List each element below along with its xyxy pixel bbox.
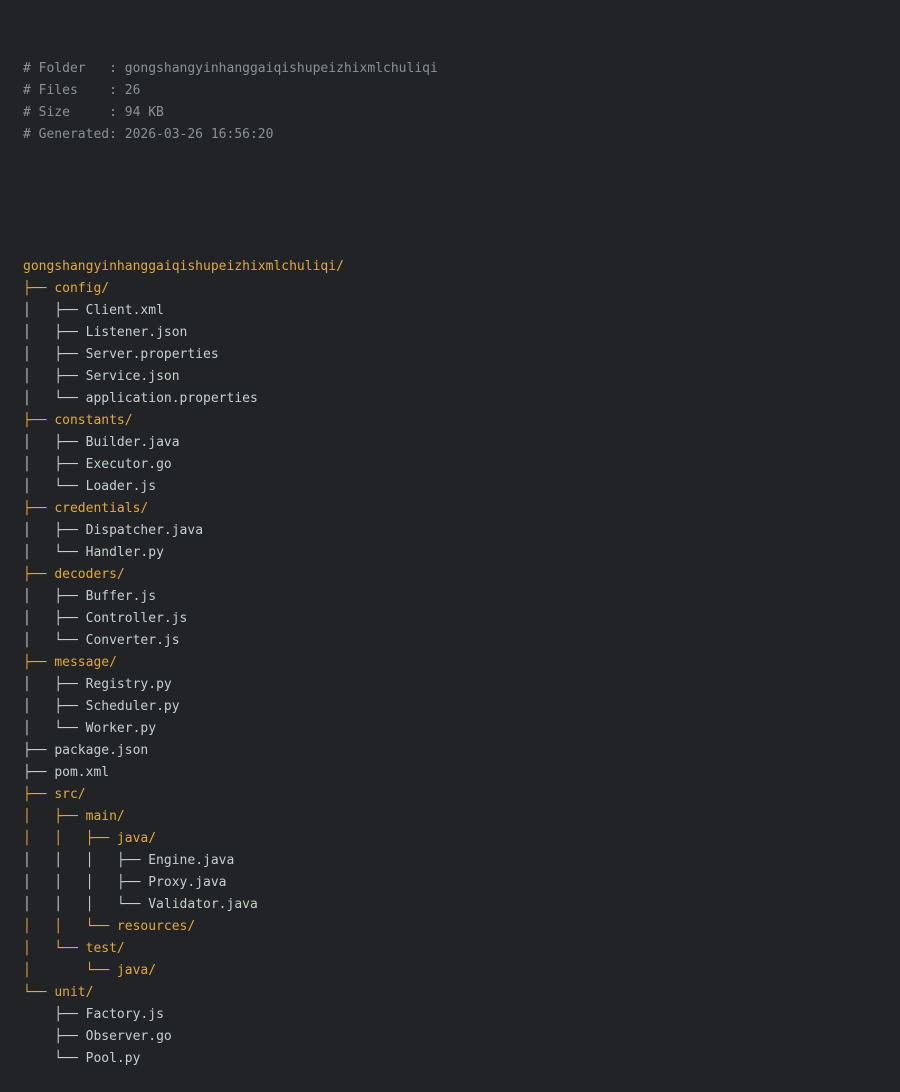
directory-name: config/ bbox=[54, 281, 110, 296]
tree-branch-prefix: ├── bbox=[23, 787, 55, 802]
tree-branch-prefix: └── bbox=[23, 1051, 86, 1066]
tree-row bbox=[23, 982, 890, 1004]
tree-branch-prefix: │ ├── bbox=[23, 523, 86, 538]
tree-branch-prefix: │ ├── bbox=[23, 457, 86, 472]
tree-row bbox=[23, 476, 890, 498]
tree-branch-prefix: ├── bbox=[23, 1029, 86, 1044]
file-name: Builder.java bbox=[85, 435, 180, 450]
tree-row bbox=[23, 630, 890, 652]
file-name: Registry.py bbox=[85, 677, 172, 692]
tree-branch-prefix: ├── bbox=[23, 413, 55, 428]
tree-row bbox=[23, 762, 890, 784]
file-name: Factory.js bbox=[85, 1007, 164, 1022]
tree-row bbox=[23, 718, 890, 740]
tree-branch-prefix: │ ├── bbox=[23, 303, 86, 318]
file-name: Observer.go bbox=[85, 1029, 172, 1044]
tree-branch-prefix: │ ├── bbox=[23, 611, 86, 626]
file-name: package.json bbox=[54, 743, 149, 758]
directory-name: unit/ bbox=[54, 985, 94, 1000]
file-name: Engine.java bbox=[148, 853, 235, 868]
tree-branch-prefix: │ │ │ ├── bbox=[23, 853, 149, 868]
file-name: application.properties bbox=[85, 391, 258, 406]
tree-branch-prefix: │ └── bbox=[23, 721, 86, 736]
directory-name: java/ bbox=[116, 963, 157, 978]
tree-row bbox=[23, 1048, 890, 1070]
tree-row bbox=[23, 894, 890, 916]
tree-row bbox=[23, 850, 890, 872]
tree-row bbox=[23, 806, 890, 828]
directory-name: src/ bbox=[54, 787, 86, 802]
tree-branch-prefix: │ ├── bbox=[23, 809, 86, 824]
directory-name: test/ bbox=[85, 941, 125, 956]
tree-branch-prefix: ├── bbox=[23, 765, 55, 780]
comment-line: # Size : 94 KB bbox=[23, 105, 164, 120]
tree-row bbox=[23, 960, 890, 982]
directory-name: message/ bbox=[54, 655, 117, 670]
tree-branch-prefix: ├── bbox=[23, 281, 55, 296]
comment-line: # Files : 26 bbox=[23, 83, 141, 98]
tree-row bbox=[23, 696, 890, 718]
tree-row bbox=[23, 498, 890, 520]
tree-row bbox=[23, 916, 890, 938]
tree-branch-prefix: │ └── bbox=[23, 391, 86, 406]
tree-branch-prefix: │ └── bbox=[23, 941, 86, 956]
tree-branch-prefix: ├── bbox=[23, 567, 55, 582]
tree-row bbox=[23, 322, 890, 344]
file-name: Server.properties bbox=[85, 347, 219, 362]
tree-row bbox=[23, 410, 890, 432]
file-name: Loader.js bbox=[85, 479, 157, 494]
header-comments bbox=[23, 58, 890, 146]
tree-row bbox=[23, 1004, 890, 1026]
tree-branch-prefix: ├── bbox=[23, 743, 55, 758]
tree-branch-prefix: ├── bbox=[23, 501, 55, 516]
tree-row bbox=[23, 784, 890, 806]
tree-branch-prefix: │ │ │ ├── bbox=[23, 875, 149, 890]
comment-line: # Generated: 2026-03-26 16:56:20 bbox=[23, 127, 274, 142]
tree-row bbox=[23, 542, 890, 564]
file-name: Client.xml bbox=[85, 303, 164, 318]
tree-row bbox=[23, 344, 890, 366]
tree-row bbox=[23, 586, 890, 608]
tree-branch-prefix: │ ├── bbox=[23, 699, 86, 714]
tree-row bbox=[23, 740, 890, 762]
file-name: Handler.py bbox=[85, 545, 164, 560]
tree-branch-prefix: │ └── bbox=[23, 633, 86, 648]
directory-name: gongshangyinhanggaiqishupeizhixmlchuliqi/ bbox=[23, 259, 344, 274]
tree-row bbox=[23, 432, 890, 454]
tree-row bbox=[23, 608, 890, 630]
tree-row bbox=[23, 674, 890, 696]
tree-branch-prefix: │ └── bbox=[23, 545, 86, 560]
tree-branch-prefix: │ └── bbox=[23, 479, 86, 494]
directory-name: java/ bbox=[116, 831, 157, 846]
file-name: Worker.py bbox=[85, 721, 157, 736]
file-name: Listener.json bbox=[85, 325, 188, 340]
tree-row bbox=[23, 872, 890, 894]
tree-branch-prefix: │ ├── bbox=[23, 589, 86, 604]
comment-line: # Folder : gongshangyinhanggaiqishupeizhixmlchuliqi bbox=[23, 61, 438, 76]
tree-branch-prefix: │ │ └── bbox=[23, 919, 117, 934]
directory-name: decoders/ bbox=[54, 567, 125, 582]
tree-branch-prefix: └── bbox=[23, 985, 55, 1000]
directory-name: resources/ bbox=[116, 919, 196, 934]
tree-row bbox=[23, 300, 890, 322]
file-name: Controller.js bbox=[85, 611, 188, 626]
tree-row bbox=[23, 938, 890, 960]
tree-branch-prefix: │ ├── bbox=[23, 369, 86, 384]
tree-row bbox=[23, 278, 890, 300]
file-name: Scheduler.py bbox=[85, 699, 180, 714]
file-name: Buffer.js bbox=[85, 589, 157, 604]
tree-branch-prefix: │ └── bbox=[23, 963, 117, 978]
directory-name: constants/ bbox=[54, 413, 133, 428]
file-name: Pool.py bbox=[85, 1051, 141, 1066]
tree-branch-prefix: ├── bbox=[23, 655, 55, 670]
file-name: pom.xml bbox=[54, 765, 110, 780]
tree-row bbox=[23, 520, 890, 542]
file-name: Converter.js bbox=[85, 633, 180, 648]
directory-name: main/ bbox=[85, 809, 125, 824]
tree-branch-prefix: │ ├── bbox=[23, 677, 86, 692]
file-name: Executor.go bbox=[85, 457, 172, 472]
tree-branch-prefix: │ ├── bbox=[23, 325, 86, 340]
tree-row bbox=[23, 388, 890, 410]
tree-row bbox=[23, 564, 890, 586]
tree-row bbox=[23, 1026, 890, 1048]
tree-row bbox=[23, 828, 890, 850]
file-name: Validator.java bbox=[148, 897, 258, 912]
file-name: Proxy.java bbox=[148, 875, 227, 890]
file-name: Dispatcher.java bbox=[85, 523, 204, 538]
tree-branch-prefix: │ ├── bbox=[23, 435, 86, 450]
tree-branch-prefix: │ ├── bbox=[23, 347, 86, 362]
tree-row bbox=[23, 454, 890, 476]
directory-name: credentials/ bbox=[54, 501, 149, 516]
blank-line bbox=[23, 190, 890, 212]
file-tree bbox=[23, 256, 890, 1070]
tree-row bbox=[23, 366, 890, 388]
tree-branch-prefix: │ │ │ └── bbox=[23, 897, 149, 912]
tree-branch-prefix: ├── bbox=[23, 1007, 86, 1022]
tree-row bbox=[23, 652, 890, 674]
tree-branch-prefix: │ │ ├── bbox=[23, 831, 117, 846]
tree-row bbox=[23, 256, 890, 278]
file-name: Service.json bbox=[85, 369, 180, 384]
